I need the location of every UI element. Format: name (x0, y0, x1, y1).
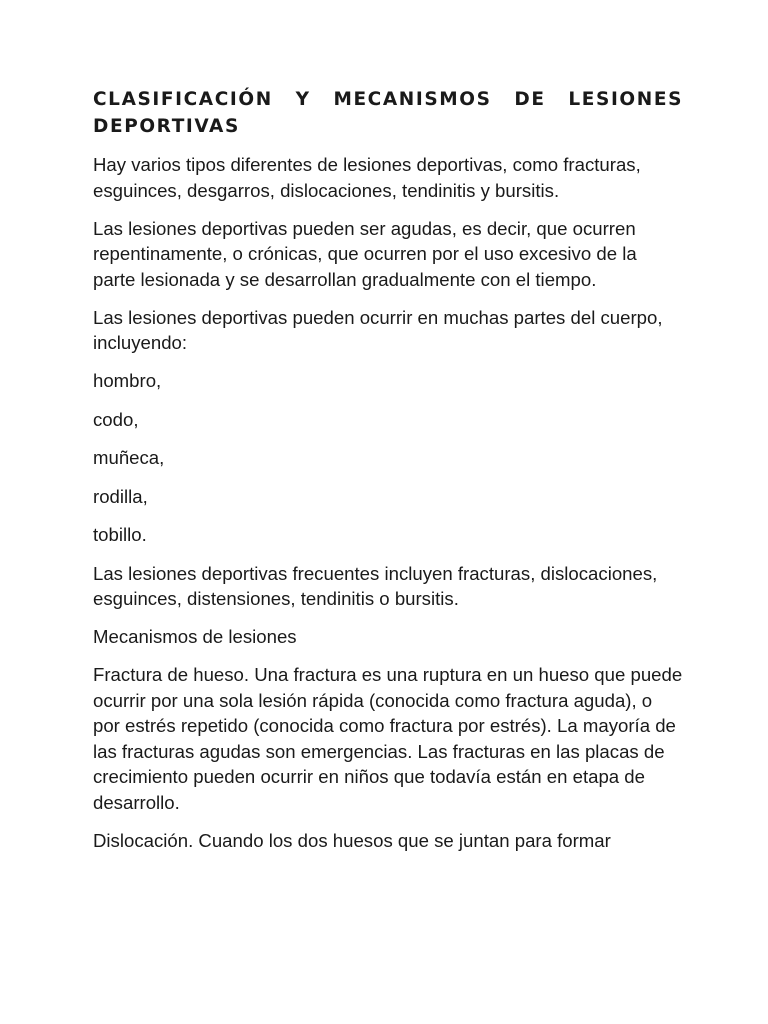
paragraph-dislocation: Dislocación. Cuando los dos huesos que se juntan para formar (93, 829, 611, 851)
paragraph-body-parts-intro: Las lesiones deportivas pueden ocurrir en muchas partes del cuerpo, incluyendo: (93, 306, 663, 353)
paragraph-fracture: Fractura de hueso. Una fractura es una ruptura en un hueso que puede ocurrir por una sola lesión rápida (conocida como fractura aguda), o por estrés repetido (conocida como fractura por estrés). La mayoría de las fracturas agudas son emergencias. Las fracturas en las placas de crecimiento pueden ocurrir en niños que todavía están en etapa de desarrollo. (93, 664, 683, 813)
body-parts-list (93, 368, 683, 548)
paragraph-frequent-injuries: Las lesiones deportivas frecuentes incluyen fracturas, dislocaciones, esguinces, distensiones, tendinitis o bursitis. (93, 562, 658, 609)
list-item: muñeca, (93, 447, 165, 468)
document-page (93, 86, 683, 866)
list-item: rodilla, (93, 485, 148, 507)
list-item: hombro, (93, 370, 162, 391)
list-item: tobillo. (93, 524, 147, 545)
document-title: CLASIFICACIÓN Y MECANISMOS DE LESIONES DEPORTIVAS (93, 89, 683, 137)
list-item: codo, (93, 408, 139, 430)
paragraph-acute-chronic: Las lesiones deportivas pueden ser agudas, es decir, que ocurren repentinamente, o crónicas, que ocurren por el uso excesivo de la parte lesionada y se desarrollan gradualmente con el tiempo. (93, 217, 637, 290)
paragraph-types: Hay varios tipos diferentes de lesiones deportivas, como fracturas, esguinces, desgarros, dislocaciones, tendinitis y bursitis. (93, 154, 641, 201)
section-heading: Mecanismos de lesiones (93, 626, 297, 647)
